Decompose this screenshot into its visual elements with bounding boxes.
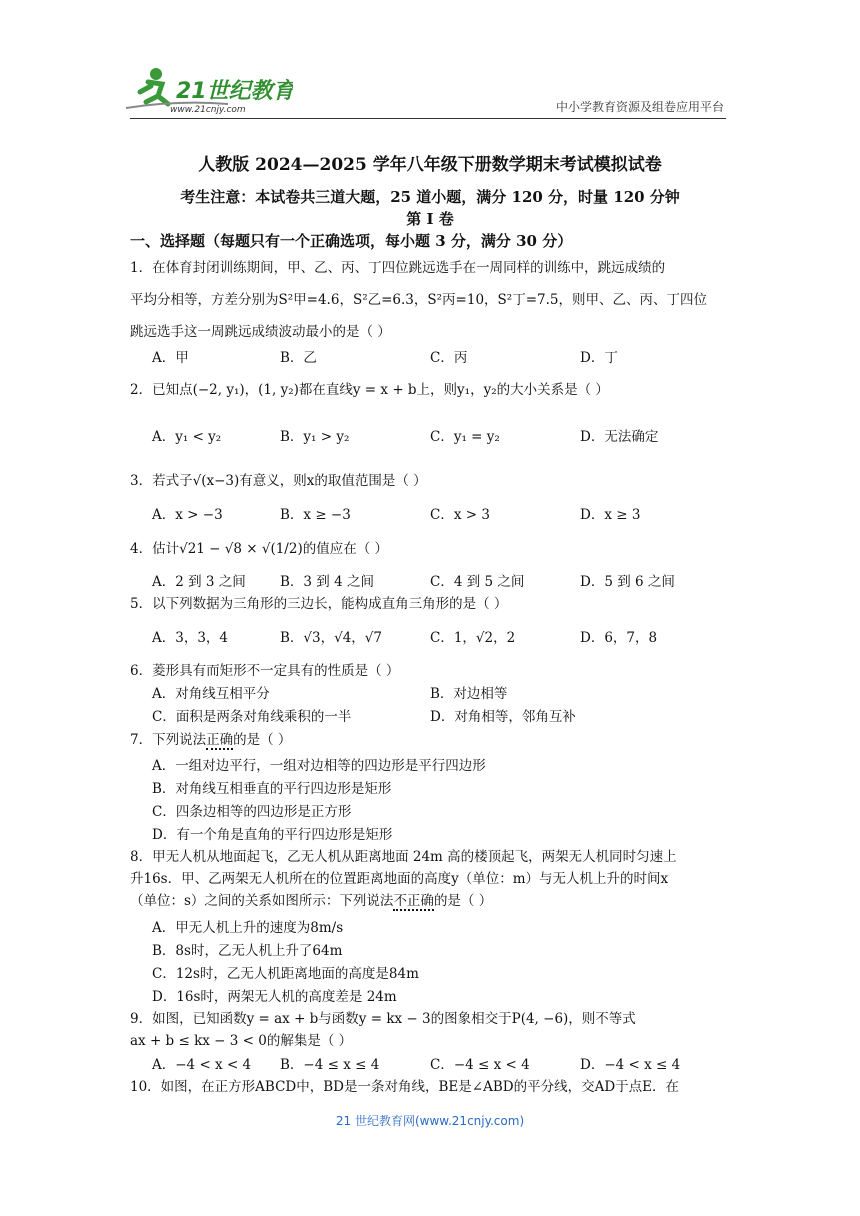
q6-option-b[interactable]: B．对边相等 <box>430 686 508 702</box>
q5-option-b[interactable]: B．√3，√4，√7 <box>280 630 382 646</box>
q9-option-d[interactable]: D．−4 < x ≤ 4 <box>580 1057 681 1073</box>
q4-option-b[interactable]: B．3 到 4 之间 <box>280 574 374 590</box>
q8-option-d[interactable]: D．16s时，两架无人机的高度差是 24m <box>152 989 397 1005</box>
q6-option-d[interactable]: D．对角相等，邻角互补 <box>430 709 576 725</box>
site-logo <box>118 64 293 116</box>
q3-option-b[interactable]: B．x ≥ −3 <box>280 507 351 523</box>
q3-option-d[interactable]: D．x ≥ 3 <box>580 507 641 523</box>
q8-option-b[interactable]: B．8s时，乙无人机上升了64m <box>152 943 343 959</box>
q1-option-a[interactable]: A．甲 <box>152 350 189 366</box>
q7-emphasis: 正确 <box>206 732 234 748</box>
q9-line1: 9．如图，已知函数y = ax + b与函数y = kx − 3的图象相交于P(4, −6)，则不等式 <box>130 1011 636 1027</box>
q4-line1: 4．估计√21 − √8 × √(1/2)的值应在（ ） <box>130 541 389 557</box>
q1-line3: 跳远选手这一周跳远成绩波动最小的是（ ） <box>130 324 391 340</box>
q1-option-b[interactable]: B．乙 <box>280 350 317 366</box>
platform-caption: 中小学教育资源及组卷应用平台 <box>555 100 724 114</box>
q1-option-c[interactable]: C．丙 <box>430 350 468 366</box>
q3-line1: 3．若式子√(x−3)有意义，则x的取值范围是（ ） <box>130 473 427 489</box>
q2-option-d[interactable]: D．无法确定 <box>580 429 659 445</box>
q3-option-c[interactable]: C．x > 3 <box>430 507 490 523</box>
q9-line2: ax + b ≤ kx − 3 < 0的解集是（ ） <box>130 1033 353 1049</box>
q3-option-a[interactable]: A．x > −3 <box>152 507 223 523</box>
q1-line1: 1．在体育封闭训练期间，甲、乙、丙、丁四位跳远选手在一周同样的训练中，跳远成绩的 <box>130 260 666 276</box>
q1-option-d[interactable]: D．丁 <box>580 350 618 366</box>
section-heading: 一、选择题（每题只有一个正确选项，每小题 3 分，满分 30 分） <box>130 232 573 250</box>
q7-option-c[interactable]: C．四条边相等的四边形是正方形 <box>152 804 352 820</box>
q2-option-b[interactable]: B．y₁ > y₂ <box>280 429 350 445</box>
q9-option-a[interactable]: A．−4 < x < 4 <box>152 1057 252 1073</box>
volume-heading: 第 I 卷 <box>406 210 454 228</box>
q4-option-c[interactable]: C．4 到 5 之间 <box>430 574 525 590</box>
q8-option-c[interactable]: C．12s时，乙无人机距离地面的高度是84m <box>152 966 419 982</box>
q8-line1: 8．甲无人机从地面起飞，乙无人机从距离地面 24m 高的楼顶起飞，两架无人机同时匀速上 <box>130 849 677 865</box>
q6-option-c[interactable]: C．面积是两条对角线乘积的一半 <box>152 709 352 725</box>
q6-line1: 6．菱形具有而矩形不一定具有的性质是（ ） <box>130 663 400 679</box>
q5-line1: 5．以下列数据为三角形的三边长，能构成直角三角形的是（ ） <box>130 596 508 612</box>
q9-option-b[interactable]: B．−4 ≤ x ≤ 4 <box>280 1057 380 1073</box>
q8-line3: （单位：s）之间的关系如图所示：下列说法不正确的是（ ） <box>130 893 493 909</box>
q7-line1: 7．下列说法正确的是（ ） <box>130 732 292 748</box>
q7-option-b[interactable]: B．对角线互相垂直的平行四边形是矩形 <box>152 781 392 797</box>
exam-title: 人教版 2024—2025 学年八年级下册数学期末考试模拟试卷 <box>198 155 662 175</box>
header-divider <box>130 118 726 119</box>
q6-option-a[interactable]: A．对角线互相平分 <box>152 686 270 702</box>
q5-option-d[interactable]: D．6，7，8 <box>580 630 658 646</box>
svg-text:21世纪教育: 21世纪教育 <box>176 79 293 104</box>
q8-line2: 升16s．甲、乙两架无人机所在的位置距离地面的高度y（单位：m）与无人机上升的时间x <box>130 871 669 887</box>
q2-option-c[interactable]: C．y₁ = y₂ <box>430 429 500 445</box>
q2-option-a[interactable]: A．y₁ < y₂ <box>152 429 222 445</box>
q5-option-c[interactable]: C．1，√2，2 <box>430 630 516 646</box>
q9-option-c[interactable]: C．−4 ≤ x < 4 <box>430 1057 530 1073</box>
q8-option-a[interactable]: A．甲无人机上升的速度为8m/s <box>152 920 344 936</box>
q4-option-d[interactable]: D．5 到 6 之间 <box>580 574 675 590</box>
q4-option-a[interactable]: A．2 到 3 之间 <box>152 574 246 590</box>
q8-emphasis: 不正确 <box>393 893 434 909</box>
q10-line1: 10．如图，在正方形ABCD中，BD是一条对角线，BE是∠ABD的平分线，交AD于点E．在 <box>130 1079 680 1095</box>
footer-link[interactable]: 21 世纪教育网(www.21cnjy.com) <box>335 1114 525 1128</box>
q1-line2: 平均分相等，方差分别为S²甲=4.6，S²乙=6.3，S²丙=10，S²丁=7.5，则甲、乙、丙、丁四位 <box>130 292 707 308</box>
q7-option-d[interactable]: D．有一个角是直角的平行四边形是矩形 <box>152 827 393 843</box>
q7-option-a[interactable]: A．一组对边平行，一组对边相等的四边形是平行四边形 <box>152 758 486 774</box>
q2-line1: 2．已知点(−2, y₁)，(1, y₂)都在直线y = x + b上，则y₁，y₂的大小关系是（ ） <box>130 382 609 398</box>
q5-option-a[interactable]: A．3，3，4 <box>152 630 229 646</box>
svg-text:www.21cnjy.com: www.21cnjy.com <box>170 105 246 115</box>
exam-notice: 考生注意：本试卷共三道大题，25 道小题，满分 120 分，时量 120 分钟 <box>180 188 680 206</box>
